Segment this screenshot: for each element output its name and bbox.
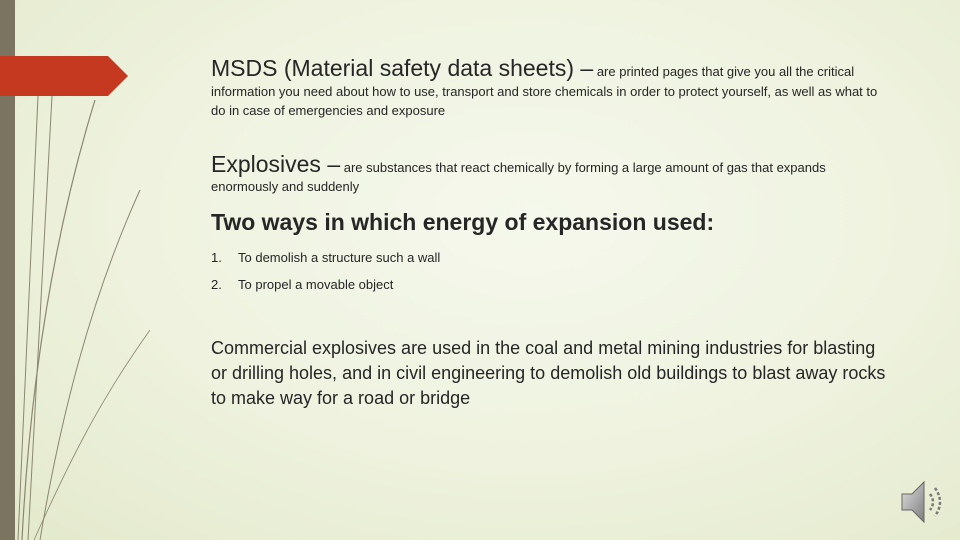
list-item-number: 2. [211,277,222,292]
list-item-text: To propel a movable object [238,277,394,292]
slide-content [211,54,891,411]
msds-paragraph [211,54,891,120]
accent-arrow [0,56,128,96]
list-item-number: 1. [211,250,222,265]
explosives-lead: Explosives – [211,151,341,177]
ways-heading: Two ways in which energy of expansion used: [211,209,715,235]
list-item [211,271,891,298]
explosives-text: are substances that react chemically by forming a large amount of gas that expands enormously and suddenly [211,160,826,194]
commercial-paragraph: Commercial explosives are used in the coal and metal mining industries for blasting or drilling holes, and in civil engineering to demolish old buildings to blast away rocks to make way for a road or bridge [211,338,886,408]
list-item [211,244,891,271]
explosives-paragraph [211,152,891,196]
msds-lead: MSDS (Material safety data sheets) – [211,55,594,81]
msds-text: are printed pages that give you all the critical information you need about how to use, transport and store chemicals in order to protect yourself, as well as what to do in case of emergencies and exposure [211,64,878,118]
speaker-icon[interactable] [898,478,948,526]
ways-list [211,244,891,298]
list-item-text: To demolish a structure such a wall [238,250,441,265]
